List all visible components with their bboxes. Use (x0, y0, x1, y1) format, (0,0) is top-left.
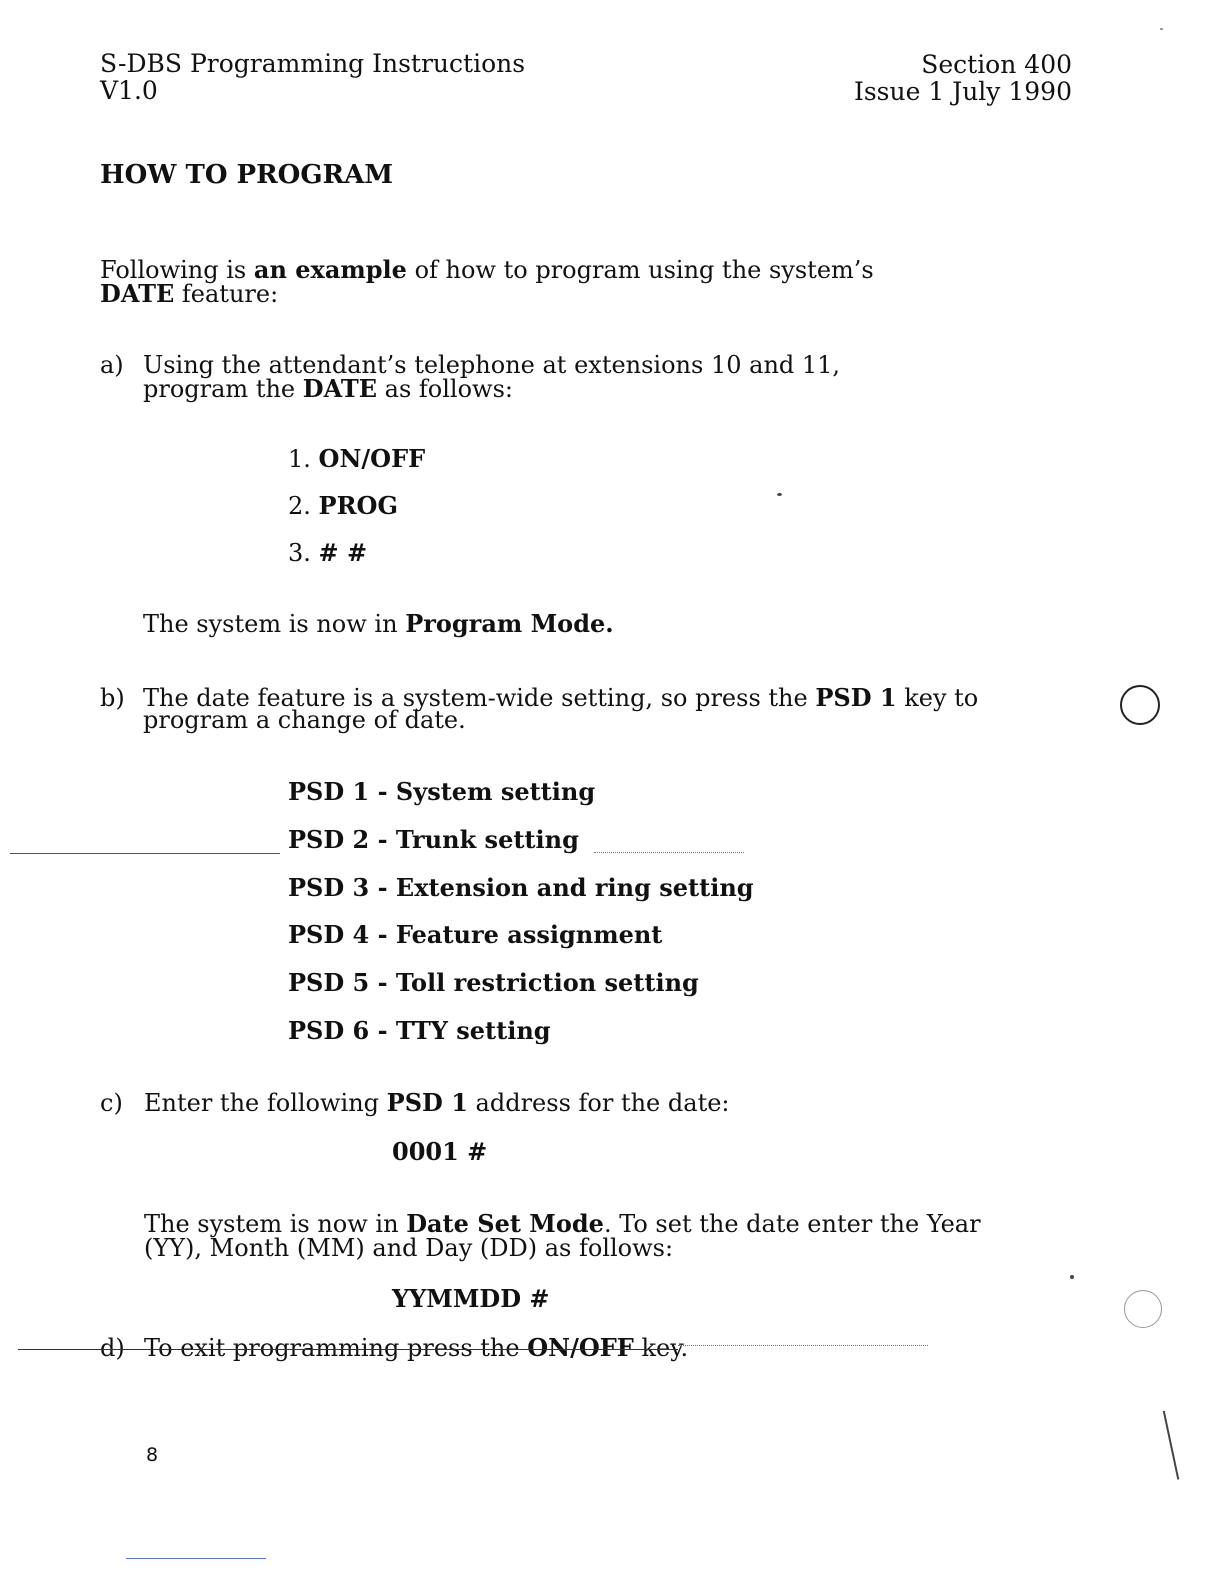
step-b-letter: b) (100, 684, 125, 712)
scan-line (594, 852, 744, 853)
step-a-note-text: The system is now in (143, 610, 406, 638)
step-a-text-3: as follows: (377, 375, 513, 403)
scan-line (10, 853, 280, 854)
step-c-text-1: Enter the following (144, 1089, 387, 1117)
step-c-note-line2: (YY), Month (MM) and Day (DD) as follows: (144, 1234, 674, 1262)
step-a-text-2: program the (143, 375, 303, 403)
step-a-line2 (143, 374, 513, 403)
step-a-bold-1: DATE (302, 374, 378, 403)
step-d-letter: d) (100, 1334, 125, 1362)
step-a-letter: a) (100, 351, 124, 379)
step-c-line1 (144, 1088, 730, 1117)
step-a-item (288, 491, 398, 520)
step-a-item-text: ON/OFF (318, 444, 426, 473)
intro-line1 (100, 255, 874, 284)
step-c-note-bold: Date Set Mode (406, 1209, 604, 1238)
scan-speck (777, 493, 782, 496)
psd-list-item: PSD 1 - System setting (288, 777, 596, 806)
scan-strike-line-tail (678, 1345, 928, 1346)
header-left-line2: V1.0 (100, 76, 158, 105)
step-a-note-bold: Program Mode. (405, 609, 614, 638)
step-a-item-num: 2. (288, 492, 311, 520)
page-title: HOW TO PROGRAM (100, 160, 394, 190)
step-a-item (288, 538, 368, 567)
step-b-text-2: key to (896, 684, 979, 712)
step-d-bold-1: ON/OFF (527, 1333, 634, 1362)
scan-speck (1160, 28, 1163, 30)
step-c-text-2: address for the date: (467, 1089, 730, 1117)
punch-hole (1120, 685, 1160, 725)
header-right-line2: Issue 1 July 1990 (853, 77, 1072, 106)
intro-bold-1: an example (253, 255, 407, 284)
step-b-text-1: The date feature is a system-wide setting, so press the (143, 684, 816, 712)
step-a-item-num: 1. (288, 445, 311, 473)
step-a-note (143, 609, 614, 638)
psd-list-item: PSD 3 - Extension and ring setting (288, 873, 754, 902)
step-c-code1: 0001 # (392, 1137, 488, 1166)
intro-bold-2: DATE (100, 279, 175, 308)
step-d-line (144, 1333, 689, 1362)
step-a-line1: Using the attendant’s telephone at extensions 10 and 11, (143, 351, 841, 379)
step-c-letter: c) (100, 1089, 123, 1117)
scan-speck (1070, 1275, 1074, 1279)
psd-list-item: PSD 6 - TTY setting (288, 1016, 551, 1045)
step-b-line2: program a change of date. (143, 706, 466, 734)
intro-line2 (100, 279, 279, 308)
intro-text-3: feature: (174, 280, 279, 308)
step-c-note-text-2: . To set the date enter the Year (603, 1210, 981, 1238)
header-right-line1: Section 400 (921, 50, 1072, 79)
step-a-item-text: # # (318, 538, 368, 567)
step-d-text-2: key. (633, 1334, 689, 1362)
header-left-line1: S-DBS Programming Instructions (100, 49, 526, 78)
step-c-code2: YYMMDD # (392, 1284, 550, 1313)
psd-list-item: PSD 2 - Trunk setting (288, 825, 579, 854)
scan-line (126, 1558, 266, 1559)
intro-text-1: Following is (100, 256, 254, 284)
step-a-item-text: PROG (318, 491, 398, 520)
intro-text-2: of how to program using the system’s (406, 256, 874, 284)
step-d-text-1: To exit programming press the (144, 1334, 528, 1362)
step-c-bold-1: PSD 1 (386, 1088, 468, 1117)
scan-edge-mark (1163, 1410, 1181, 1479)
page-number: 8 (146, 1444, 159, 1466)
step-a-item-num: 3. (288, 539, 311, 567)
step-c-note-line1 (144, 1209, 981, 1238)
psd-list-item: PSD 4 - Feature assignment (288, 920, 663, 949)
step-c-note-text-1: The system is now in (144, 1210, 407, 1238)
psd-list-item: PSD 5 - Toll restriction setting (288, 968, 699, 997)
scan-strike-line (18, 1349, 678, 1350)
punch-hole (1124, 1290, 1162, 1328)
step-a-item (288, 444, 426, 473)
step-b-bold-1: PSD 1 (815, 683, 897, 712)
